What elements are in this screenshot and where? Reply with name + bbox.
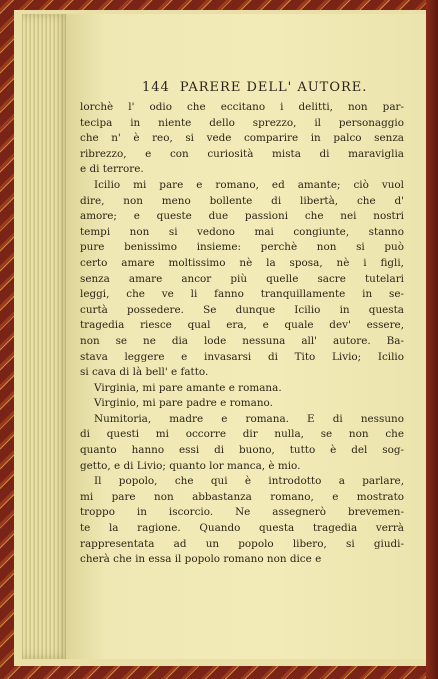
text-line: rappresentata ad un popolo libero, si giudi- <box>80 537 404 550</box>
text-line: si cava di là bell' e fatto. <box>80 366 209 379</box>
text-line: cherà che in essa il popolo romano non dice e <box>80 553 322 566</box>
text-line: amore; e queste due passioni che nei nostri <box>80 210 404 223</box>
page-edges <box>22 14 70 659</box>
text-line: leggi, che ve li fanno tranquillamente in se- <box>80 288 404 301</box>
running-title: PARERE DELL' AUTORE. <box>179 80 368 95</box>
text-line: Virginia, mi pare amante e romana. <box>94 381 282 394</box>
text-line: Numitoria, madre e romana. E di nessuno <box>94 412 404 425</box>
text-line: getto, e di Livio; quanto lor manca, è mio. <box>80 459 301 472</box>
text-line: Icilio mi pare e romano, ed amante; ciò vuol <box>94 178 404 191</box>
text-line: certo amare moltissimo nè la sposa, nè i figli, <box>80 256 404 269</box>
text-line: tempi non si vedono mai congiunte, stanno <box>80 225 404 238</box>
paragraph <box>80 474 404 568</box>
text-line: mi pare non abbastanza romano, e mostrato <box>80 490 404 503</box>
text-line: non se ne dia lode nessuna all' autore. Ba- <box>80 334 404 347</box>
text-line: ribrezzo, e con curiosità mista di maraviglia <box>80 147 404 160</box>
text-line: e di terrore. <box>80 163 144 176</box>
text-line: dire, non meno bollente di libertà, che d' <box>80 194 404 207</box>
paragraph <box>80 412 404 474</box>
text-line: curtà possedere. Se dunque Icilio in questa <box>80 303 404 316</box>
text-line: senza amare ancor più quelle sacre tutelari <box>80 272 404 285</box>
text-line: stava leggere e invasarsi di Tito Livio; Icilio <box>80 350 404 363</box>
text-line: tragedia riesce qual era, e quale dev' essere, <box>80 319 404 332</box>
text-line: pure benissimo insieme: perchè non si può <box>80 241 404 254</box>
text-line: Virginio, mi pare padre e romano. <box>94 397 273 410</box>
cover-edge <box>426 0 438 679</box>
page-number: 144 <box>142 80 170 95</box>
paragraph <box>80 396 404 412</box>
text-line: Il popolo, che qui è introdotto a parlare, <box>94 475 404 488</box>
paragraph <box>80 100 404 178</box>
text-line: lorchè l' odio che eccitano i delitti, non par- <box>80 101 404 113</box>
text-line: che n' è reo, si vede comparire in palco senza <box>80 132 404 145</box>
paragraph <box>80 381 404 397</box>
text-line: di questi mi occorre dir nulla, se non che <box>80 428 404 441</box>
text-line: troppo in iscorcio. Ne assegnerò brevemen- <box>80 506 404 519</box>
paragraph <box>80 178 404 381</box>
text-line: tecipa in niente dello sprezzo, il personaggio <box>80 116 404 129</box>
text-line: quanto hanno essi di buono, tutto è del sog- <box>80 444 404 457</box>
body-text <box>80 100 404 568</box>
running-header <box>142 80 402 95</box>
text-line: te la ragione. Quando questa tragedia verrà <box>80 522 404 535</box>
